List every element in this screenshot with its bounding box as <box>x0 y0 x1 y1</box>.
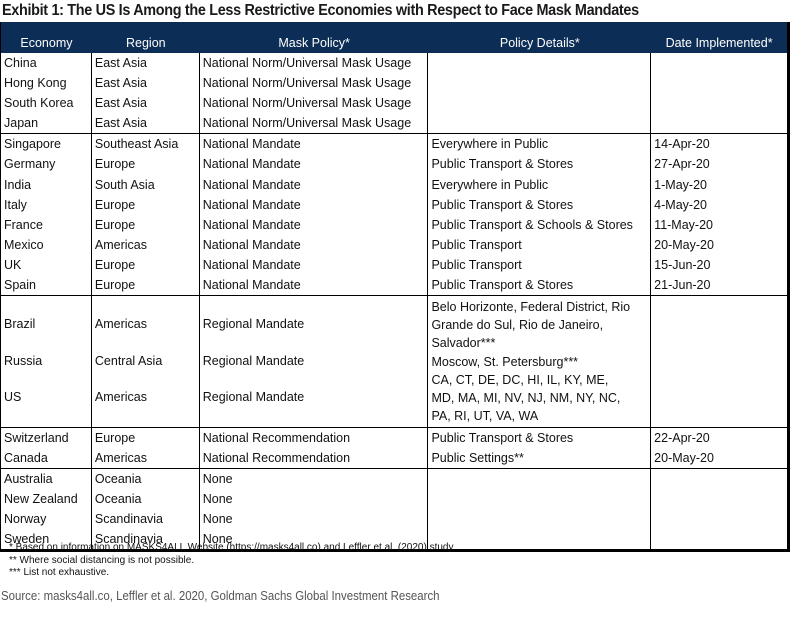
cell-details: Everywhere in Public <box>431 177 549 192</box>
cell-date: 22-Apr-20 <box>654 430 710 445</box>
cell-region: Europe <box>94 217 136 232</box>
cell-details: Public Transport & Stores <box>431 197 574 212</box>
cell-region: Europe <box>94 430 136 445</box>
column-details <box>428 469 651 549</box>
cell-policy: National Mandate <box>202 217 301 232</box>
cell-details: Public Transport <box>431 237 522 252</box>
cell-region: Europe <box>94 157 136 172</box>
header-economy: Economy <box>20 36 73 50</box>
cell-date: 4-May-20 <box>654 197 707 212</box>
cell-details <box>428 73 650 93</box>
cell-details <box>428 113 650 133</box>
cell-date <box>651 352 787 370</box>
cell-economy: South Korea <box>4 96 74 111</box>
column-details <box>428 428 651 468</box>
cell-details: Public Transport <box>431 257 522 272</box>
policy-detail-line: CA, CT, DE, DC, HI, IL, KY, ME, <box>431 372 609 387</box>
cell-economy: Mexico <box>4 237 44 252</box>
cell-economy: France <box>4 217 43 232</box>
cell-region: East Asia <box>94 76 148 91</box>
cell-policy: None <box>202 491 233 506</box>
cell-details <box>428 297 650 352</box>
cell-policy: None <box>202 531 233 546</box>
row-group <box>1 133 787 295</box>
cell-region: East Asia <box>94 56 148 70</box>
cell-date <box>651 370 787 425</box>
policy-detail-line: Salvador*** <box>431 336 496 351</box>
column-policy <box>200 428 429 468</box>
cell-details <box>428 469 650 489</box>
cell-date: 1-May-20 <box>654 177 707 192</box>
cell-region: Europe <box>94 257 136 272</box>
policy-detail-line: PA, RI, UT, VA, WA <box>431 408 539 423</box>
column-policy <box>200 296 429 426</box>
cell-economy: India <box>4 177 32 192</box>
policy-detail-line: MD, MA, MI, NV, NJ, NM, NY, NC, <box>431 390 621 405</box>
table-body <box>1 53 787 549</box>
cell-details: Everywhere in Public <box>431 137 549 152</box>
cell-date: 20-May-20 <box>654 237 714 252</box>
column-economy <box>1 134 92 295</box>
column-date <box>651 296 787 426</box>
cell-economy: UK <box>4 257 22 272</box>
cell-policy: National Recommendation <box>202 450 351 465</box>
footnote: * Based on information on MASKS4ALL Website (https://masks4all.co) and Leffler et al. (2020) study. <box>9 542 456 553</box>
cell-policy: National Mandate <box>202 278 301 293</box>
row-group <box>1 427 787 468</box>
cell-date: 14-Apr-20 <box>654 137 710 152</box>
cell-policy: National Norm/Universal Mask Usage <box>202 116 412 131</box>
cell-policy: National Recommendation <box>202 430 351 445</box>
cell-economy: China <box>4 56 37 70</box>
cell-date <box>651 529 787 549</box>
cell-policy: Regional Mandate <box>202 390 305 405</box>
column-economy <box>1 296 92 426</box>
cell-region: Americas <box>94 237 147 252</box>
cell-economy: US <box>4 390 22 405</box>
column-details <box>428 53 651 133</box>
cell-policy: Regional Mandate <box>202 317 305 332</box>
cell-date: 27-Apr-20 <box>654 157 710 172</box>
row-group <box>1 468 787 549</box>
footnote: ** Where social distancing is not possible. <box>9 554 195 566</box>
cell-region: Americas <box>94 390 147 405</box>
cell-date <box>651 469 787 489</box>
cell-region: Europe <box>94 197 136 212</box>
column-economy <box>1 53 92 133</box>
cell-details <box>428 489 650 509</box>
cell-economy: Canada <box>4 450 48 465</box>
cell-policy: None <box>202 511 233 526</box>
cell-date <box>651 489 787 509</box>
cell-date <box>651 53 787 73</box>
cell-policy: National Norm/Universal Mask Usage <box>202 56 412 70</box>
cell-policy: National Norm/Universal Mask Usage <box>202 96 412 111</box>
cell-date <box>651 297 787 352</box>
policy-detail-line: Belo Horizonte, Federal District, Rio <box>431 300 631 315</box>
row-group <box>1 53 787 133</box>
column-policy <box>200 469 429 549</box>
header-mask-policy: Mask Policy* <box>278 36 350 50</box>
cell-details <box>428 370 650 425</box>
mask-policy-table <box>0 22 790 552</box>
cell-economy: Hong Kong <box>4 76 67 91</box>
cell-region: Central Asia <box>94 353 163 368</box>
cell-details <box>428 509 650 529</box>
cell-policy: National Mandate <box>202 157 301 172</box>
cell-details <box>428 53 650 73</box>
cell-policy: National Mandate <box>202 177 301 192</box>
cell-date: 21-Jun-20 <box>654 278 711 293</box>
cell-economy: Australia <box>4 471 53 486</box>
cell-region: Oceania <box>94 491 142 506</box>
cell-details <box>428 93 650 113</box>
column-region <box>92 296 200 426</box>
cell-region: East Asia <box>94 96 148 111</box>
cell-details: Public Transport & Stores <box>431 278 574 293</box>
cell-date: 15-Jun-20 <box>654 257 711 272</box>
row-group <box>1 295 787 426</box>
column-economy <box>1 469 92 549</box>
column-economy <box>1 428 92 468</box>
cell-region: Scandinavia <box>94 511 163 526</box>
table-header <box>1 22 787 53</box>
cell-details: Public Settings** <box>431 450 524 465</box>
cell-region: Scandinavia <box>94 531 163 546</box>
cell-date <box>651 113 787 133</box>
cell-details <box>428 529 650 549</box>
cell-details: Public Transport & Schools & Stores <box>431 217 633 232</box>
column-details <box>428 134 651 295</box>
exhibit-title: Exhibit 1: The US Is Among the Less Restrictive Economies with Respect to Face Mask Mandates <box>2 2 639 19</box>
cell-economy: Italy <box>4 197 27 212</box>
cell-region: Americas <box>94 317 147 332</box>
header-region: Region <box>126 36 166 50</box>
cell-economy: Norway <box>4 511 47 526</box>
column-policy <box>200 134 429 295</box>
cell-details <box>428 352 650 370</box>
cell-economy: Switzerland <box>4 430 69 445</box>
column-region <box>92 469 200 549</box>
column-region <box>92 428 200 468</box>
cell-economy: Germany <box>4 157 56 172</box>
cell-policy: National Mandate <box>202 257 301 272</box>
column-date <box>651 428 787 468</box>
cell-region: Oceania <box>94 471 142 486</box>
cell-date <box>651 93 787 113</box>
cell-region: East Asia <box>94 116 148 131</box>
cell-region: South Asia <box>94 177 155 192</box>
cell-date: 20-May-20 <box>654 450 714 465</box>
cell-economy: Spain <box>4 278 36 293</box>
header-policy-details: Policy Details* <box>499 36 580 50</box>
column-region <box>92 134 200 295</box>
column-date <box>651 134 787 295</box>
cell-policy: Regional Mandate <box>202 353 305 368</box>
source-line: Source: masks4all.co, Leffler et al. 2020, Goldman Sachs Global Investment Research <box>1 588 440 603</box>
cell-details: Public Transport & Stores <box>431 430 574 445</box>
cell-economy: Brazil <box>4 317 36 332</box>
cell-region: Europe <box>94 278 136 293</box>
cell-date <box>651 509 787 529</box>
policy-detail-line: Grande do Sul, Rio de Janeiro, <box>431 318 604 333</box>
cell-policy: National Norm/Universal Mask Usage <box>202 76 412 91</box>
cell-economy: Russia <box>4 353 43 368</box>
cell-date <box>651 73 787 93</box>
cell-policy: National Mandate <box>202 237 301 252</box>
cell-details: Public Transport & Stores <box>431 157 574 172</box>
column-date <box>651 53 787 133</box>
footnotes <box>9 542 456 580</box>
cell-policy: National Mandate <box>202 137 301 152</box>
cell-region: Southeast Asia <box>94 137 179 152</box>
cell-economy: Singapore <box>4 137 61 152</box>
footnote: *** List not exhaustive. <box>9 567 110 578</box>
cell-economy: New Zealand <box>4 491 78 506</box>
header-date-implemented: Date Implemented* <box>665 36 773 50</box>
cell-date: 11-May-20 <box>654 217 713 232</box>
column-date <box>651 469 787 549</box>
cell-economy: Japan <box>4 116 39 131</box>
column-region <box>92 53 200 133</box>
cell-region: Americas <box>94 450 147 465</box>
column-details <box>428 296 651 426</box>
policy-detail-line: Moscow, St. Petersburg*** <box>431 354 579 369</box>
cell-policy: National Mandate <box>202 197 301 212</box>
cell-policy: None <box>202 471 233 486</box>
column-policy <box>200 53 429 133</box>
cell-economy: Sweden <box>4 531 50 546</box>
